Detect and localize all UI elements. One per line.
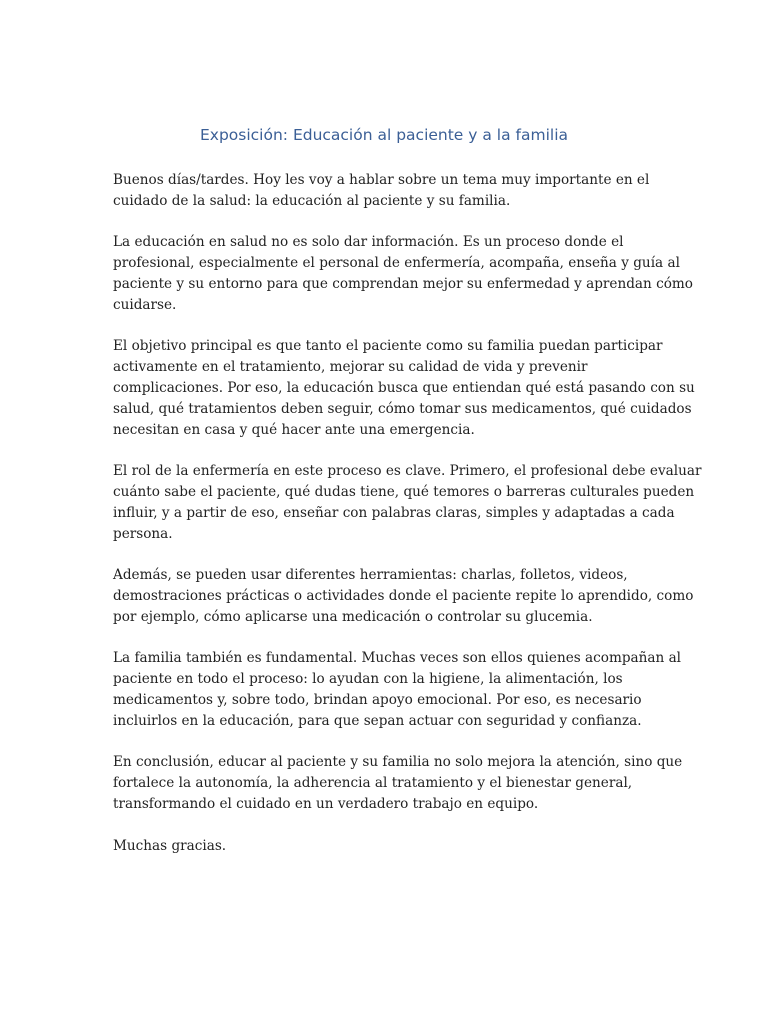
paragraph-line: Además, se pueden usar diferentes herramientas: charlas, folletos, videos,: [113, 567, 628, 584]
paragraph-line: medicamentos y, sobre todo, brindan apoyo emocional. Por eso, es necesario: [113, 691, 642, 708]
document-body: [113, 170, 702, 877]
paragraph-objective: [113, 336, 695, 440]
paragraph-line: En conclusión, educar al paciente y su familia no solo mejora la atención, sino que: [113, 754, 683, 771]
paragraph-line: cuidarse.: [113, 296, 177, 313]
paragraph-greeting: [113, 170, 658, 212]
paragraph-line: fortalece la autonomía, la adherencia al tratamiento y el bienestar general,: [113, 775, 633, 792]
paragraph-nursing-role: [113, 461, 702, 544]
document-title: Exposición: Educación al paciente y a la familia: [199, 126, 569, 144]
paragraph-line: influir, y a partir de eso, enseñar con palabras claras, simples y adaptadas a cada: [113, 504, 675, 521]
paragraph-line: demostraciones prácticas o actividades donde el paciente repite lo aprendido, como: [113, 587, 694, 604]
paragraph-line: por ejemplo, cómo aplicarse una medicación o controlar su glucemia.: [113, 608, 593, 625]
paragraph-line: salud, qué tratamientos deben seguir, cómo tomar sus medicamentos, qué cuidados: [113, 400, 692, 417]
paragraph-conclusion: [113, 752, 683, 814]
paragraph-line: persona.: [113, 525, 173, 542]
paragraph-line: activamente en el tratamiento, mejorar su calidad de vida y prevenir: [113, 359, 588, 376]
paragraph-family: [113, 648, 682, 731]
paragraph-line: La familia también es fundamental. Muchas veces son ellos quienes acompañan al: [113, 650, 682, 667]
paragraph-closing: [113, 836, 658, 857]
paragraph-line: cuánto sabe el paciente, qué dudas tiene, qué temores o barreras culturales pueden: [113, 483, 695, 500]
paragraph-line: Buenos días/tardes. Hoy les voy a hablar sobre un tema muy importante en el: [113, 172, 650, 188]
paragraph-line: profesional, especialmente el personal de enfermería, acompaña, enseña y guía al: [113, 255, 680, 272]
paragraph-line: El rol de la enfermería en este proceso es clave. Primero, el profesional debe evaluar: [113, 463, 702, 480]
paragraph-line: La educación en salud no es solo dar información. Es un proceso donde el: [113, 234, 624, 251]
paragraph-line: transformando el cuidado en un verdadero trabajo en equipo.: [113, 795, 539, 812]
paragraph-tools: [113, 565, 694, 627]
paragraph-line: necesitan en casa y qué hacer ante una emergencia.: [113, 421, 475, 438]
paragraph-line: El objetivo principal es que tanto el paciente como su familia puedan participar: [113, 338, 663, 355]
paragraph-line: complicaciones. Por eso, la educación busca que entiendan qué está pasando con su: [113, 379, 695, 396]
paragraph-line: paciente en todo el proceso: lo ayudan con la higiene, la alimentación, los: [113, 671, 623, 688]
paragraph-definition: [113, 232, 693, 315]
paragraph-line: paciente y su entorno para que comprendan mejor su enfermedad y aprendan cómo: [113, 275, 693, 292]
paragraph-line: incluirlos en la educación, para que sepan actuar con seguridad y confianza.: [113, 712, 642, 729]
paragraph-line: cuidado de la salud: la educación al paciente y su familia.: [113, 192, 511, 209]
paragraph-line: Muchas gracias.: [113, 837, 227, 854]
